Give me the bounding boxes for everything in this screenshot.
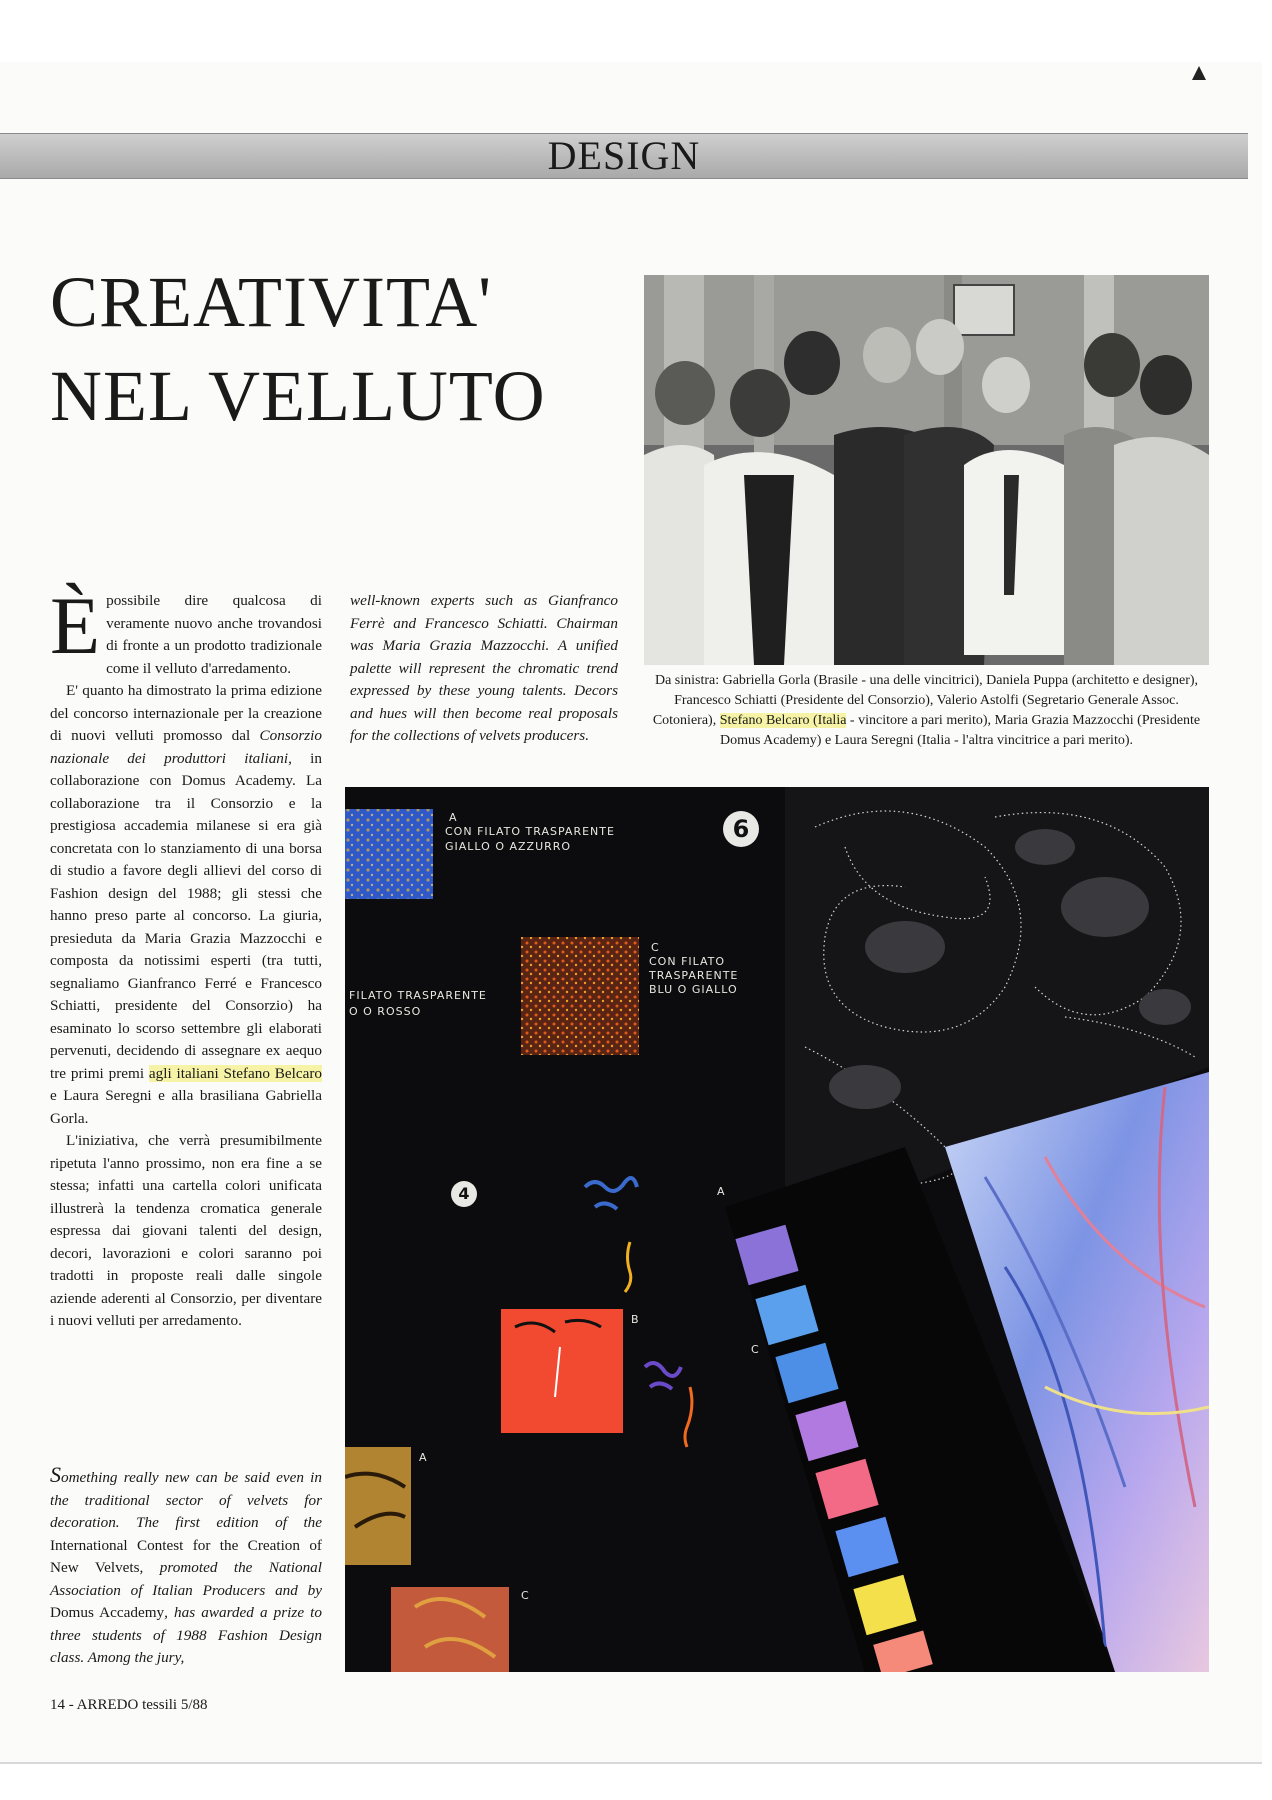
- label-filato-1: FILATO TRASPARENTE: [349, 989, 487, 1002]
- paragraph-1: [50, 580, 322, 680]
- drop-cap: È: [50, 580, 101, 671]
- section-title: DESIGN: [547, 133, 701, 178]
- caption-highlight: Stefano Belcaro (Italia: [719, 713, 847, 728]
- caption-text-b: - vincitore a pari merito), Maria Grazia Mazzocchi (Presidente Domus Academy) e Laura Seregni (Italia - l'altra vincitrice a pari merito).: [719, 713, 1201, 748]
- english-text-d: Domus Accademy: [50, 1604, 165, 1621]
- group-photo: [644, 275, 1209, 665]
- label-filato-2: O O ROSSO: [349, 1005, 422, 1018]
- paragraph-2-text-a: E' quanto ha dimostrato la prima edizione del concorso internazionale per la creazione di nuovi velluti promosso dal: [50, 682, 322, 744]
- label-giallo: GIALLO O AZZURRO: [445, 840, 572, 853]
- label-c-mid: C: [751, 1343, 760, 1356]
- article-title: [50, 255, 546, 443]
- photo-caption: [644, 671, 1209, 751]
- paragraph-2-text-b: , in collaborazione con Domus Academy. La collaborazione tra il Consorzio e la prestigiosa accademia milanese si era già concretata con lo stanziamento di una borsa di studio a favore degli allievi del corso di Fashion design del 1988; gli stessi che hanno preso parte al concorso. La giuria, presieduta da Maria Grazia Mazzocchi e composta da notissimi esperti (tra tutti, segnaliamo Gianfranco Ferré e Francesco Schiatti, presidente del Consorzio) ha esaminato lo scorso settembre gli elaborati pervenuti, decidendo di assegnare ex aequo tre primi premi: [50, 749, 322, 1082]
- number-6-badge: 6: [723, 811, 759, 847]
- english-text-a: omething really new can be said even in the traditional sector of velvets for decoration. The first edition of the: [50, 1469, 322, 1531]
- paragraph-2: [50, 680, 322, 1130]
- english-text-b: International Contest for the Creation of New Velvets: [50, 1536, 322, 1576]
- caption-text-a: Da sinistra: Gabriella Gorla (Brasile - una delle vincitrici), Daniela Puppa (architetto e designer), Francesco Schiatti (Presidente del Consorzio), Valerio Astolfi (Segretario Generale Assoc. Cotoniera),: [652, 673, 1199, 728]
- article-column-1: [50, 580, 322, 1333]
- label-a-low: A: [419, 1451, 428, 1464]
- bottom-rule: [0, 1762, 1262, 1764]
- paragraph-2-text-c: e Laura Seregni e alla brasiliana Gabriella Gorla.: [50, 1087, 322, 1127]
- label-c-text-2: TRASPARENTE: [649, 969, 739, 982]
- paragraph-2-italic: Consorzio nazionale dei produttori italiani: [50, 727, 322, 767]
- label-c-text-1: CON FILATO: [649, 955, 726, 968]
- paragraph-1-text: possibile dire qualcosa di veramente nuovo anche trovandosi di fronte a un prodotto tradizionale come il velluto d'arredamento.: [106, 592, 322, 677]
- english-cap: S: [50, 1462, 61, 1487]
- label-a-top: A: [449, 811, 458, 824]
- number-4-badge: 4: [451, 1181, 477, 1207]
- group-photo-image: [644, 275, 1209, 665]
- english-column-1: [50, 1464, 322, 1670]
- english-column-2: well-known experts such as Gianfranco Ferrè and Francesco Schiatti. Chairman was Maria Grazia Mazzocchi. A unified palette will represent the chromatic trend expressed by these young talents. Decors and hues will then become real proposals for the collections of velvets producers.: [350, 592, 618, 744]
- label-c-text-3: BLU O GIALLO: [649, 983, 738, 996]
- english-text-e: , has awarded a prize to three students of 1988 Fashion Design class. Among the jury,: [50, 1604, 322, 1666]
- title-line-2: NEL VELLUTO: [50, 356, 546, 436]
- label-c-low: C: [521, 1589, 530, 1602]
- section-header: [0, 133, 1248, 179]
- title-line-1: CREATIVITA': [50, 262, 493, 342]
- english-text-c: , promoted the National Association of Italian Producers and by: [50, 1559, 322, 1599]
- label-c-top: C: [651, 941, 660, 954]
- velvet-design-board: [345, 787, 1209, 1672]
- paragraph-2-highlight: agli italiani Stefano Belcaro: [148, 1064, 322, 1082]
- label-a-mid: A: [717, 1185, 726, 1198]
- paragraph-3: L'iniziativa, che verrà presumibilmente ripetuta l'anno prossimo, non era fine a se stessa; infatti una cartella colori unificata illustrerà la tendenza cromatica generale espressa dai giovani talenti del design, decori, lavorazioni e colori saranno poi tradotti in proposte reali dalle singole aziende aderenti al Consorzio, per diventare i nuovi velluti per arredamento.: [50, 1132, 322, 1329]
- label-b: B: [631, 1313, 640, 1326]
- page-footer: 14 - ARREDO tessili 5/88: [50, 1697, 208, 1713]
- label-con-filato: CON FILATO TRASPARENTE: [445, 825, 615, 838]
